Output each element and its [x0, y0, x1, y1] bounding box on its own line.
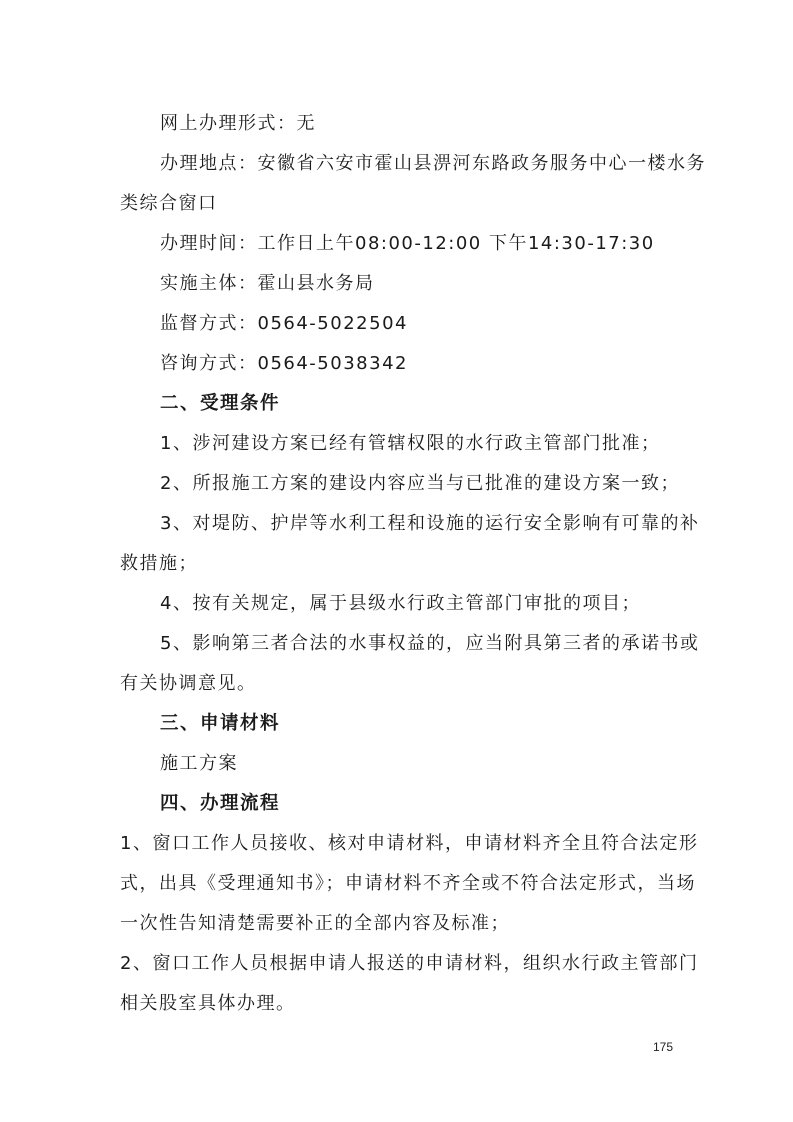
condition-item-1: 1、涉河建设方案已经有管辖权限的水行政主管部门批准；	[160, 433, 661, 454]
condition-item-5: 5、影响第三者合法的水事权益的，应当附具第三者的承诺书或	[160, 633, 700, 654]
condition-item-5-cont: 有关协调意见。	[120, 673, 257, 694]
process-item-2: 2、窗口工作人员根据申请人报送的申请材料，组织水行政主管部门	[120, 953, 699, 974]
section-heading-materials: 三、申请材料	[160, 713, 281, 734]
section-heading-process: 四、办理流程	[160, 793, 281, 814]
condition-item-3: 3、对堤防、护岸等水利工程和设施的运行安全影响有可靠的补	[160, 513, 700, 534]
materials-item: 施工方案	[160, 753, 238, 774]
page-number: 175	[653, 1040, 674, 1054]
supervision-line: 监督方式：0564-5022504	[160, 313, 408, 334]
condition-item-2: 2、所报施工方案的建设内容应当与已批准的建设方案一致；	[160, 473, 680, 494]
condition-item-3-cont: 救措施；	[120, 553, 198, 574]
process-item-1-cont: 式，出具《受理通知书》；申请材料不齐全或不符合法定形式，当场	[120, 873, 696, 894]
process-item-1: 1、窗口工作人员接收、核对申请材料，申请材料齐全且符合法定形	[120, 833, 699, 854]
location-line-cont: 类综合窗口	[120, 193, 218, 214]
implementer-line: 实施主体：霍山县水务局	[160, 273, 375, 294]
process-item-1-cont2: 一次性告知清楚需要补正的全部内容及标准；	[120, 913, 510, 934]
condition-item-4: 4、按有关规定，属于县级水行政主管部门审批的项目；	[160, 593, 641, 614]
consult-line: 咨询方式：0564-5038342	[160, 353, 408, 374]
hours-line: 办理时间：工作日上午08:00-12:00 下午14:30-17:30	[160, 233, 655, 254]
location-line: 办理地点：安徽省六安市霍山县淠河东路政务服务中心一楼水务	[160, 153, 706, 174]
process-item-2-cont: 相关股室具体办理。	[120, 993, 296, 1014]
online-handling-line: 网上办理形式：无	[160, 113, 316, 134]
section-heading-conditions: 二、受理条件	[160, 393, 281, 414]
